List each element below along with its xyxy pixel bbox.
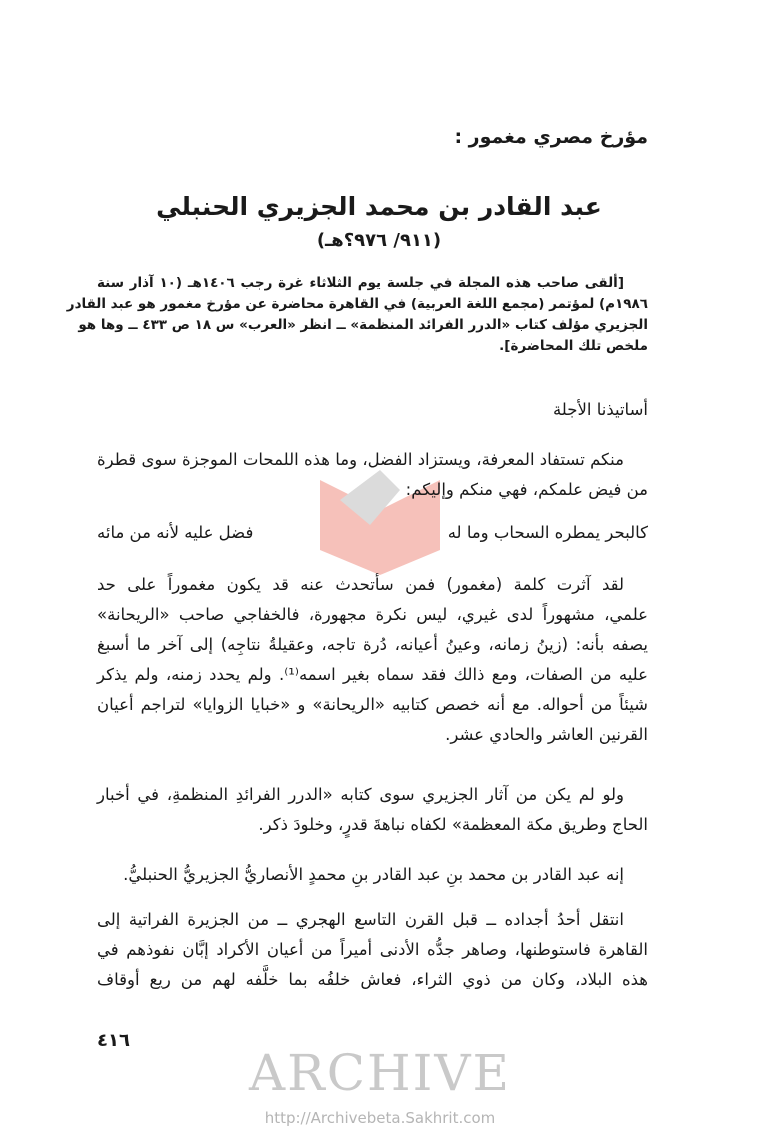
paragraph-line: القاهرة فاستوطنها، وصاهر جدُّه الأدنى أميراً من أعيان الأكراد إبَّان نفوذهم في [97, 940, 648, 959]
verse-first-hemistich: كالبحر يمطره السحاب وما له [447, 523, 648, 542]
intro-line: الجزيري مؤلف كتاب «الدرر الفرائد المنظمة» ــ انظر «العرب» س ١٨ ص ٤٣٣ ــ وها هو [78, 317, 648, 333]
paragraph-line: ولو لم يكن من آثار الجزيري سوى كتابه «الدرر الفرائدِ المنظمةِ، في أخبار [97, 785, 624, 804]
watermark-url: http://Archivebeta.Sakhrit.com [264, 1109, 496, 1127]
paragraph-line: عليه من الصفات، ومع ذالك فقد سماه بغير اسمه⁽¹⁾. ولم يحدد زمنه، ولم يذكر [97, 665, 648, 684]
paragraph-line: شيئاً من أحواله. مع أنه خصص كتابيه «الريحانة» و «خبايا الزوايا» لتراجم أعيان [97, 695, 648, 714]
paragraph-line: لقد آثرت كلمة (مغمور) فمن سأتحدث عنه قد يكون مغموراً على حد [97, 575, 624, 594]
paragraph-line: من فيض علمكم، فهي منكم وإليكم: [405, 480, 648, 499]
watermark-text: ARCHIVE [249, 1044, 511, 1102]
verse-second-hemistich: فضل عليه لأنه من مائه [97, 523, 254, 542]
intro-line: ١٩٨٦م) لمؤتمر (مجمع اللغة العربية) في القاهرة محاضرة عن مؤرخ مغمور هو عبد القادر [66, 296, 648, 312]
article-dates: (٩١١/ ٩٧٦؟هـ) [316, 230, 442, 251]
paragraph-line: إنه عبد القادر بن محمد بنِ عبد القادر بنِ محمدٍ الأنصاريُّ الجزيريُّ الحنبليُّ. [123, 865, 624, 884]
paragraph-line: منكم تستفاد المعرفة، ويستزاد الفضل، وما هذه اللمحات الموجزة سوى قطرة [97, 450, 624, 469]
paragraph-line: انتقل أحدُ أجداده ــ قبل القرن التاسع الهجري ــ من الجزيرة الفراتية إلى [97, 910, 624, 929]
paragraph-line: هذه البلاد، وكان من ذوي الثراء، فعاش خلفُه بما خلَّفه لهم من ريع أوقاف [97, 970, 648, 989]
paragraph-line: علمي، مشهوراً لدى غيري، ليس نكرة مجهورة، فالخفاجي صاحب «الريحانة» [97, 605, 648, 624]
paragraph-line: القرنين العاشر والحادي عشر. [445, 725, 648, 744]
intro-line: ملخص تلك المحاضرة]. [499, 338, 648, 354]
section-kicker: مؤرخ مصري مغمور : [454, 126, 648, 148]
page-number: ٤١٦ [97, 1030, 130, 1051]
paragraph-line: يصفه بأنه: (زينُ زمانه، وعينُ أعيانه، دُرة تاجه، وعقيلةُ نتاجِه) إلى آخر ما أسبغ [97, 635, 648, 654]
intro-line: [ألقى صاحب هذه المجلة في جلسة يوم الثلاثاء غرة رجب ١٤٠٦هـ (١٠ آذار سنة [97, 275, 624, 291]
article-title: عبد القادر بن محمد الجزيري الحنبلي [156, 192, 602, 221]
paragraph-line: الحاج وطريق مكة المعظمة» لكفاه نباهةَ قدرٍ، وخلودَ ذكر. [258, 815, 648, 834]
salutation: أساتيذنا الأجلة [552, 400, 648, 419]
